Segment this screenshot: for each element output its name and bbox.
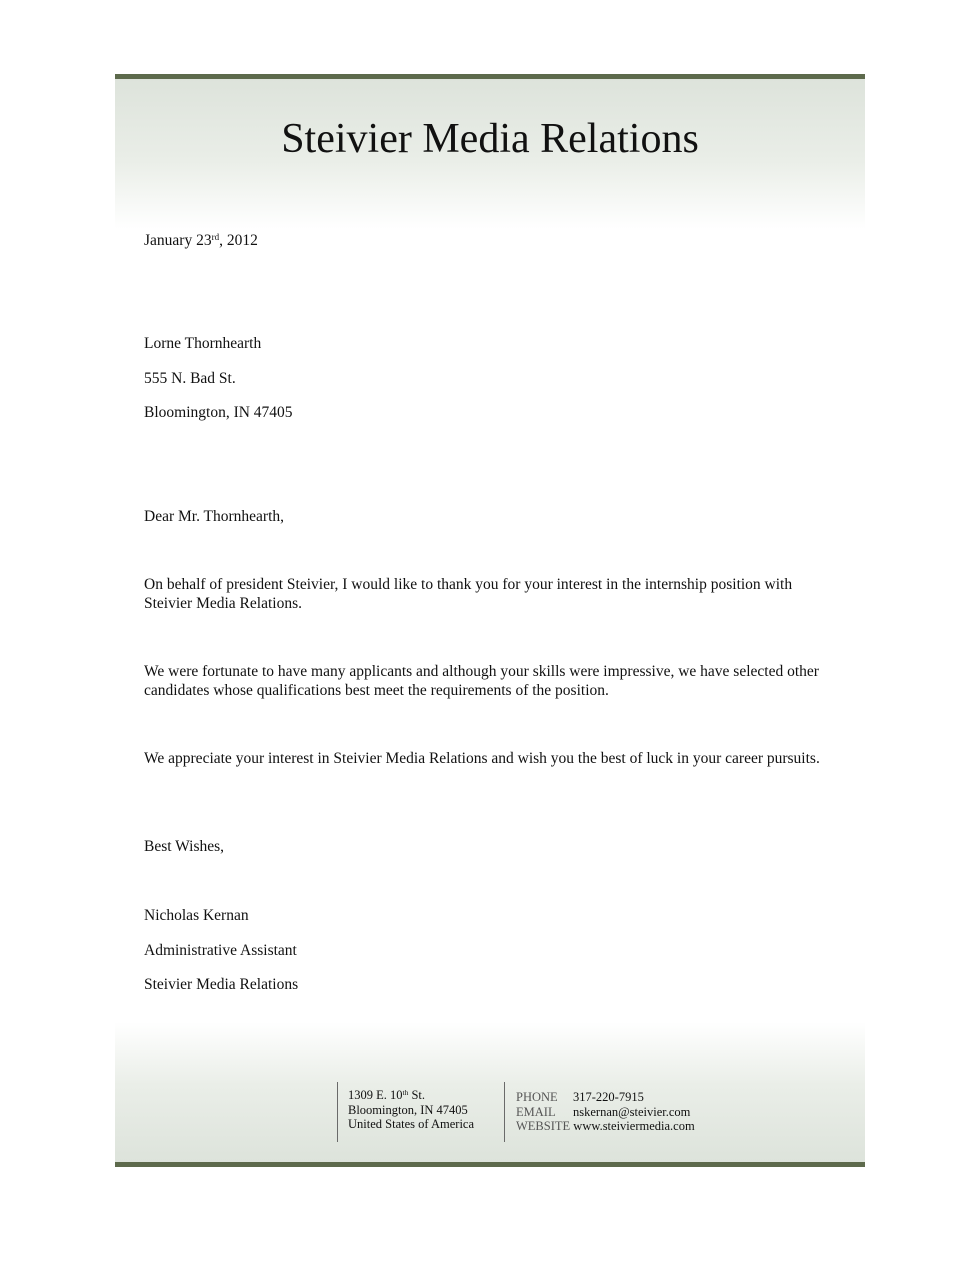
contact-email-row [516,1105,695,1120]
street-rest: St. [408,1088,426,1102]
email-value[interactable]: nskernan@steivier.com [573,1104,691,1119]
body-paragraph: We were fortunate to have many applicants and although your skills were impressive, we have selected other candidates whose qualifications best meet the requirements of the position. [144,663,819,699]
date-month-day: January 23 [144,232,212,249]
date-year: , 2012 [219,232,258,249]
recipient-street: 555 N. Bad St. [144,370,236,387]
signature-title: Administrative Assistant [144,942,297,959]
street-ordinal-suffix: th [402,1088,409,1097]
date-ordinal-suffix: rd [211,232,220,242]
signature-name: Nicholas Kernan [144,907,249,924]
footer-address-country: United States of America [348,1117,475,1131]
footer-divider-left [337,1082,338,1142]
body-paragraph: We appreciate your interest in Steivier Media Relations and wish you the best of luck in your career pursuits. [144,750,820,767]
footer-address-city: Bloomington, IN 47405 [348,1102,468,1117]
footer-address [348,1088,474,1132]
closing: Best Wishes, [144,838,225,855]
website-label: WEBSITE [516,1119,571,1133]
recipient-city: Bloomington, IN 47405 [144,404,293,421]
recipient-name: Lorne Thornhearth [144,335,262,352]
footer-divider-right [504,1082,505,1142]
phone-label: PHONE [516,1090,558,1104]
footer-band [115,1022,865,1162]
footer-contacts [516,1090,695,1134]
street-number: 1309 E. 10 [348,1088,403,1102]
contact-phone-row [516,1090,695,1105]
footer-address-street [348,1088,474,1103]
contact-website-row [516,1119,695,1134]
signature-company: Steivier Media Relations [144,976,299,993]
body-paragraph: On behalf of president Steivier, I would like to thank you for your interest in the internship position with Steivier Media Relations. [144,576,793,612]
phone-value: 317-220-7915 [573,1090,644,1104]
salutation: Dear Mr. Thornhearth, [144,508,285,525]
footer-bottom-rule [115,1162,865,1167]
letter-date [144,231,834,250]
letterhead-company-name: Steivier Media Relations [281,116,699,162]
website-value[interactable]: www.steiviermedia.com [573,1119,695,1133]
email-label: EMAIL [516,1104,556,1119]
